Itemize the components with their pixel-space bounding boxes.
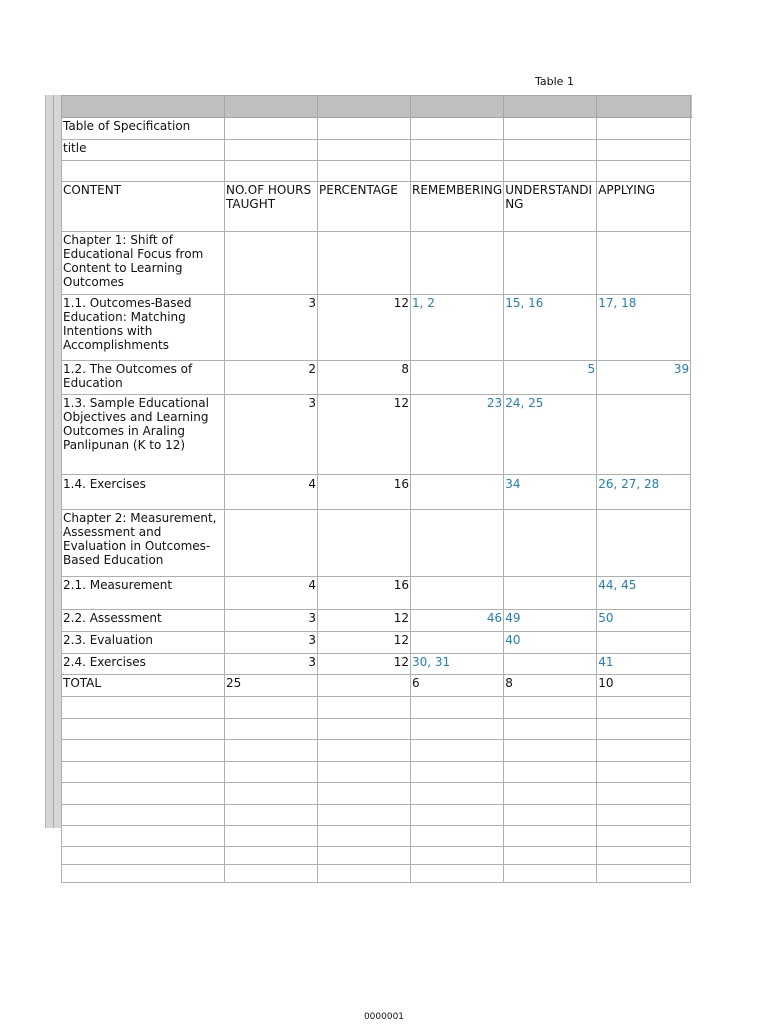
cell[interactable] — [225, 140, 318, 161]
remembering-cell[interactable] — [411, 577, 504, 610]
cell[interactable] — [597, 161, 691, 182]
percentage-cell[interactable]: 8 — [318, 361, 411, 395]
cell[interactable] — [318, 740, 411, 762]
applying-cell[interactable]: 44, 45 — [597, 577, 691, 610]
cell[interactable] — [62, 783, 225, 805]
cell[interactable] — [62, 865, 225, 883]
cell[interactable] — [597, 719, 691, 740]
total-applying[interactable]: 10 — [597, 675, 691, 697]
content-cell[interactable]: Chapter 1: Shift of Educational Focus from Content to Learning Outcomes — [62, 232, 225, 295]
cell[interactable] — [597, 697, 691, 719]
cell[interactable] — [318, 865, 411, 883]
empty-row — [62, 826, 691, 847]
cell[interactable] — [225, 826, 318, 847]
percentage-cell[interactable]: 12 — [318, 295, 411, 361]
column-header-cell[interactable] — [225, 96, 318, 118]
cell[interactable] — [411, 697, 504, 719]
table-row — [62, 161, 691, 182]
cell[interactable] — [62, 740, 225, 762]
total-label[interactable]: TOTAL — [62, 675, 225, 697]
content-cell[interactable]: 2.2. Assessment — [62, 610, 225, 632]
cell[interactable] — [62, 847, 225, 865]
header-content[interactable]: CONTENT — [62, 182, 225, 232]
gutter-divider — [53, 95, 54, 828]
hours-cell[interactable]: 3 — [225, 395, 318, 475]
percentage-cell[interactable]: 12 — [318, 395, 411, 475]
cell[interactable] — [225, 719, 318, 740]
page-footer: 0000001 — [363, 1012, 405, 1022]
cell[interactable] — [504, 118, 597, 140]
table-row — [62, 510, 691, 577]
cell[interactable] — [411, 805, 504, 826]
understanding-cell[interactable]: 49 — [504, 610, 597, 632]
page-title: Table 1 — [535, 75, 574, 88]
hours-cell[interactable]: 3 — [225, 610, 318, 632]
cell[interactable] — [225, 762, 318, 783]
understanding-cell[interactable] — [504, 654, 597, 675]
cell[interactable] — [318, 161, 411, 182]
cell[interactable] — [318, 697, 411, 719]
remembering-cell[interactable] — [411, 475, 504, 510]
hours-cell[interactable]: 4 — [225, 577, 318, 610]
specification-table — [61, 95, 691, 883]
remembering-cell[interactable] — [411, 361, 504, 395]
cell[interactable] — [318, 783, 411, 805]
cell[interactable] — [411, 865, 504, 883]
cell[interactable] — [411, 161, 504, 182]
cell[interactable] — [62, 762, 225, 783]
column-header-cell[interactable] — [411, 96, 504, 118]
hours-cell[interactable] — [225, 232, 318, 295]
percentage-cell[interactable]: 16 — [318, 577, 411, 610]
cell[interactable] — [597, 740, 691, 762]
table-row — [62, 118, 691, 140]
empty-row — [62, 697, 691, 719]
understanding-cell[interactable]: 34 — [504, 475, 597, 510]
percentage-cell[interactable]: 12 — [318, 654, 411, 675]
applying-cell[interactable] — [597, 232, 691, 295]
percentage-cell[interactable]: 12 — [318, 632, 411, 654]
content-cell[interactable]: 2.1. Measurement — [62, 577, 225, 610]
header-remembering[interactable]: REMEMBERING — [411, 182, 504, 232]
cell[interactable] — [225, 783, 318, 805]
total-remembering[interactable]: 6 — [411, 675, 504, 697]
hours-cell[interactable]: 3 — [225, 295, 318, 361]
content-cell[interactable]: 1.2. The Outcomes of Education — [62, 361, 225, 395]
empty-row — [62, 805, 691, 826]
empty-row — [62, 740, 691, 762]
hours-cell[interactable] — [225, 510, 318, 577]
cell[interactable] — [225, 161, 318, 182]
remembering-cell[interactable] — [411, 632, 504, 654]
empty-row — [62, 847, 691, 865]
cell[interactable] — [504, 740, 597, 762]
cell[interactable] — [318, 719, 411, 740]
applying-cell[interactable] — [597, 632, 691, 654]
cell[interactable] — [504, 847, 597, 865]
cell[interactable] — [597, 118, 691, 140]
empty-row — [62, 719, 691, 740]
cell[interactable] — [225, 118, 318, 140]
hours-cell[interactable]: 3 — [225, 632, 318, 654]
column-header-cell[interactable] — [597, 96, 691, 118]
understanding-cell[interactable] — [504, 577, 597, 610]
content-cell[interactable]: 1.3. Sample Educational Objectives and Learning Outcomes in Araling Panlipunan (K to 12) — [62, 395, 225, 475]
table-subtitle-cell[interactable]: title — [62, 140, 225, 161]
cell[interactable] — [62, 805, 225, 826]
cell[interactable] — [318, 826, 411, 847]
cell[interactable] — [411, 719, 504, 740]
table-row — [62, 654, 691, 675]
cell[interactable] — [504, 783, 597, 805]
cell[interactable] — [504, 697, 597, 719]
cell[interactable] — [225, 697, 318, 719]
total-percentage[interactable] — [318, 675, 411, 697]
cell[interactable] — [411, 826, 504, 847]
cell[interactable] — [411, 118, 504, 140]
empty-row — [62, 762, 691, 783]
content-cell[interactable]: 2.4. Exercises — [62, 654, 225, 675]
hours-cell[interactable]: 4 — [225, 475, 318, 510]
understanding-cell[interactable] — [504, 232, 597, 295]
cell[interactable] — [411, 847, 504, 865]
cell[interactable] — [597, 805, 691, 826]
table-row — [62, 577, 691, 610]
table-row — [62, 361, 691, 395]
cell[interactable] — [411, 783, 504, 805]
column-header-cell[interactable] — [318, 96, 411, 118]
total-understanding[interactable]: 8 — [504, 675, 597, 697]
hours-cell[interactable]: 2 — [225, 361, 318, 395]
remembering-cell[interactable]: 30, 31 — [411, 654, 504, 675]
percentage-cell[interactable]: 12 — [318, 610, 411, 632]
percentage-cell[interactable] — [318, 510, 411, 577]
applying-cell[interactable]: 39 — [597, 361, 691, 395]
cell[interactable] — [318, 805, 411, 826]
percentage-cell[interactable] — [318, 232, 411, 295]
understanding-cell[interactable]: 5 — [504, 361, 597, 395]
applying-cell[interactable]: 41 — [597, 654, 691, 675]
content-cell[interactable]: 1.4. Exercises — [62, 475, 225, 510]
table-row — [62, 232, 691, 295]
table-row — [62, 395, 691, 475]
cell[interactable] — [504, 865, 597, 883]
cell[interactable] — [411, 762, 504, 783]
header-understanding[interactable]: UNDERSTANDI NG — [504, 182, 597, 232]
total-hours[interactable]: 25 — [225, 675, 318, 697]
cell[interactable] — [318, 118, 411, 140]
cell[interactable] — [62, 719, 225, 740]
column-header-row — [62, 96, 691, 118]
column-header-cell[interactable] — [62, 96, 225, 118]
percentage-cell[interactable]: 16 — [318, 475, 411, 510]
table-row — [62, 610, 691, 632]
empty-row — [62, 865, 691, 883]
cell[interactable] — [225, 847, 318, 865]
column-header-cell[interactable] — [504, 96, 597, 118]
applying-cell[interactable]: 50 — [597, 610, 691, 632]
cell[interactable] — [504, 805, 597, 826]
cell[interactable] — [318, 140, 411, 161]
understanding-cell[interactable] — [504, 510, 597, 577]
cell[interactable] — [597, 140, 691, 161]
understanding-cell[interactable]: 40 — [504, 632, 597, 654]
cell[interactable] — [597, 762, 691, 783]
table-row — [62, 295, 691, 361]
cell[interactable] — [62, 826, 225, 847]
cell[interactable] — [62, 697, 225, 719]
cell[interactable] — [597, 783, 691, 805]
cell[interactable] — [225, 865, 318, 883]
understanding-cell[interactable]: 15, 16 — [504, 295, 597, 361]
content-cell[interactable]: 2.3. Evaluation — [62, 632, 225, 654]
cell[interactable] — [504, 719, 597, 740]
remembering-cell[interactable] — [411, 232, 504, 295]
table-row — [62, 632, 691, 654]
cell[interactable] — [504, 762, 597, 783]
cell[interactable] — [504, 161, 597, 182]
hours-cell[interactable]: 3 — [225, 654, 318, 675]
remembering-cell[interactable]: 46 — [411, 610, 504, 632]
cell[interactable] — [597, 865, 691, 883]
cell[interactable] — [225, 740, 318, 762]
applying-cell[interactable]: 17, 18 — [597, 295, 691, 361]
table-title-cell[interactable]: Table of Specification — [62, 118, 225, 140]
cell[interactable] — [504, 140, 597, 161]
cell[interactable] — [597, 847, 691, 865]
applying-cell[interactable] — [597, 510, 691, 577]
table-row — [62, 140, 691, 161]
cell[interactable] — [411, 740, 504, 762]
header-hours[interactable]: NO.OF HOURS TAUGHT — [225, 182, 318, 232]
remembering-cell[interactable]: 23 — [411, 395, 504, 475]
applying-cell[interactable] — [597, 395, 691, 475]
empty-row — [62, 783, 691, 805]
content-cell[interactable]: Chapter 2: Measurement, Assessment and Evaluation in Outcomes-Based Education — [62, 510, 225, 577]
header-applying[interactable]: APPLYING — [597, 182, 691, 232]
cell[interactable] — [225, 805, 318, 826]
cell[interactable] — [62, 161, 225, 182]
cell[interactable] — [411, 140, 504, 161]
cell[interactable] — [504, 826, 597, 847]
table-row — [62, 475, 691, 510]
table-header-row — [62, 182, 691, 232]
content-cell[interactable]: 1.1. Outcomes-Based Education: Matching Intentions with Accomplishments — [62, 295, 225, 361]
header-percentage[interactable]: PERCENTAGE — [318, 182, 411, 232]
applying-cell[interactable]: 26, 27, 28 — [597, 475, 691, 510]
cell[interactable] — [597, 826, 691, 847]
cell[interactable] — [318, 847, 411, 865]
remembering-cell[interactable]: 1, 2 — [411, 295, 504, 361]
remembering-cell[interactable] — [411, 510, 504, 577]
cell[interactable] — [318, 762, 411, 783]
total-row — [62, 675, 691, 697]
understanding-cell[interactable]: 24, 25 — [504, 395, 597, 475]
